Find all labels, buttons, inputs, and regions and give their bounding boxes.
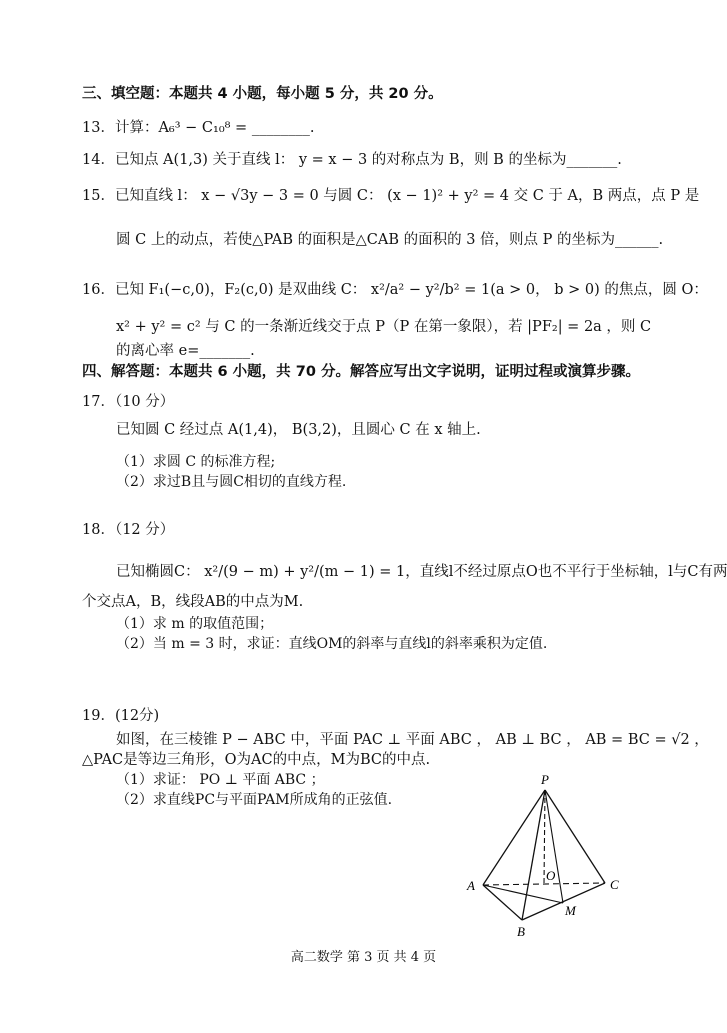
question-16-line2: x² + y² = c² 与 C 的一条渐近线交于点 P（P 在第一象限），若 |PF₂| = 2a ，则 C [116, 319, 652, 335]
edge-PA [483, 790, 545, 885]
question-19-stem-line2: △PAC是等边三角形，O为AC的中点，M为BC的中点. [82, 752, 431, 768]
question-17-part2: （2）求过B且与圆C相切的直线方程. [116, 474, 347, 490]
question-17-part1: （1）求圆 C 的标准方程; [116, 454, 276, 470]
label-P: P [541, 772, 549, 787]
edge-PB [522, 790, 545, 920]
question-17-stem: 已知圆 C 经过点 A(1,4)， B(3,2)，且圆心 C 在 x 轴上. [116, 422, 481, 438]
edge-PO [544, 790, 545, 884]
question-19-part2: （2）求直线PC与平面PAM所成角的正弦值. [116, 792, 393, 808]
label-A: A [467, 878, 475, 893]
question-18-part2: （2）当 m = 3 时，求证：直线OM的斜率与直线l的斜率乘积为定值. [116, 636, 548, 652]
pyramid-figure [445, 770, 645, 940]
question-15-line1: 15．已知直线 l： x − √3y − 3 = 0 与圆 C： (x − 1)² + y² = 4 交 C 于 A，B 两点，点 P 是 [82, 188, 700, 204]
question-13: 13．计算：A₆³ − C₁₀⁸ = ________. [82, 120, 315, 136]
question-19-part1: （1）求证： PO ⊥ 平面 ABC ； [116, 772, 325, 788]
question-17-number: 17．（10 分） [82, 394, 175, 410]
question-14: 14．已知点 A(1,3) 关于直线 l： y = x − 3 的对称点为 B，则 B 的坐标为_______. [82, 152, 622, 168]
edge-BC [522, 883, 605, 920]
question-16-line3: 的离心率 e=_______. [116, 343, 255, 359]
question-18-stem-line1: 已知椭圆C： x²/(9 − m) + y²/(m − 1) = 1，直线l不经过原点O也不平行于坐标轴，l与C有两 [116, 564, 727, 580]
edge-AB [483, 885, 522, 920]
question-18-stem-line2: 个交点A，B，线段AB的中点为M. [82, 594, 304, 610]
label-M: M [565, 903, 576, 918]
edge-PM [545, 790, 563, 903]
page-footer: 高二数学 第 3 页 共 4 页 [290, 950, 437, 965]
question-15-line2: 圆 C 上的动点，若使△PAB 的面积是△CAB 的面积的 3 倍，则点 P 的坐标为______. [116, 232, 664, 248]
question-18-number: 18．（12 分） [82, 522, 175, 538]
section3-heading: 三、填空题：本题共 4 小题，每小题 5 分，共 20 分。 [82, 86, 443, 102]
question-18-part1: （1）求 m 的取值范围； [116, 616, 274, 632]
question-19-number: 19．(12分) [82, 708, 160, 724]
section4-heading: 四、解答题：本题共 6 小题，共 70 分。解答应写出文字说明，证明过程或演算步骤。 [82, 364, 640, 380]
edge-AC [483, 883, 605, 885]
label-B: B [517, 924, 525, 939]
label-O: O [546, 868, 556, 883]
edge-AM [483, 885, 563, 903]
question-19-stem-line1: 如图，在三棱锥 P − ABC 中，平面 PAC ⊥ 平面 ABC ， AB ⊥ BC ， AB = BC = √2 ， [116, 732, 709, 748]
label-C: C [610, 877, 619, 892]
question-16-line1: 16．已知 F₁(−c,0)，F₂(c,0) 是双曲线 C： x²/a² − y²/b² = 1(a > 0， b > 0) 的焦点，圆 O： [82, 282, 708, 298]
